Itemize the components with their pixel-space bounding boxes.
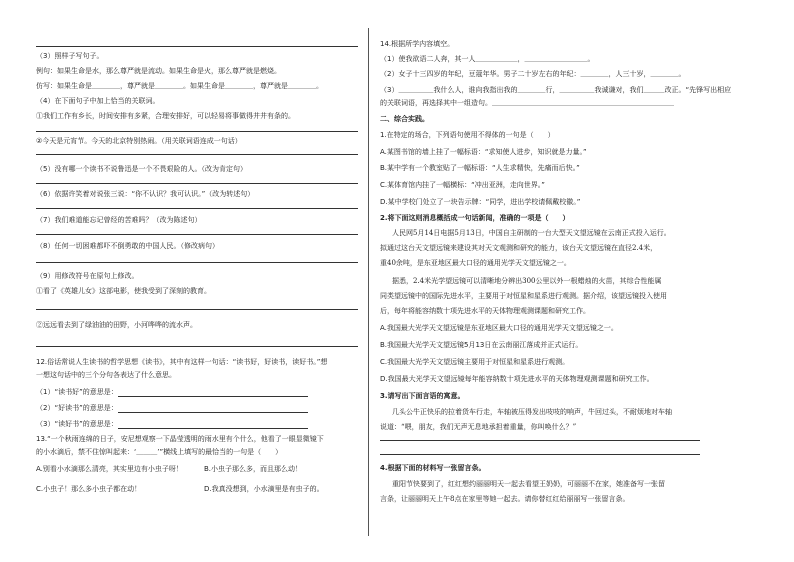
q12-line-1: 12.俗话常说人生读书的哲学思想《读书》，其中有这样一句话：“读书好，好读书，读好书。”想 xyxy=(36,358,328,366)
q12-blank-2[interactable] xyxy=(118,405,308,413)
q9-heading: （9）用修改符号在原句上修改。 xyxy=(36,272,139,280)
p2-passage-2: 拟通过这台天文望远镜来建设其对天文观测和研究的能力，该台天文望远镜在直径2.4米， xyxy=(380,244,658,252)
answer-line[interactable] xyxy=(36,208,358,209)
q5-text: （5）没有哪一个读书不说鲁迅是一个不畏艰险的人。（改为肯定句） xyxy=(36,165,247,173)
p2-passage-5: 同类望远镜中的国际先进水平，主要用于对恒星和星系进行观测。据介绍，该望远镜投入使用 xyxy=(380,292,667,300)
q3-example: 例句：如果生命是水，那么尊严就是流动。如果生命是火，那么尊严就是燃烧。 xyxy=(36,67,281,75)
q13-option-c[interactable]: C.小虫子！那么多小虫子都在动！ xyxy=(36,485,142,493)
answer-line[interactable] xyxy=(36,46,358,47)
q14-heading: 14.根据所学内容填空。 xyxy=(380,40,455,48)
p1-option-d[interactable]: D.某中学校门处立了一块告示牌：“同学，进出学校请佩戴校徽。” xyxy=(380,198,581,206)
q3-imitation[interactable]: 仿写：如果生命是＿＿＿＿，尊严就是＿＿＿＿。如果生命是＿＿＿＿，尊严就是＿＿＿＿。 xyxy=(36,82,323,90)
p1-heading: 1.在特定的场合，下列语句使用不得体的一句是（ ） xyxy=(380,131,555,139)
p2-heading: 2.将下面这则消息概括成一句话新闻，准确的一项是（ ） xyxy=(380,214,570,222)
q14-item-2[interactable]: （2）女子十三四岁的年纪，豆蔻年华。男子二十岁左右的年纪：＿＿＿＿，人三十岁，＿＿＿＿。 xyxy=(380,70,686,78)
q13-option-b[interactable]: B.小虫子那么多，而且那么动！ xyxy=(204,465,303,473)
q6-text: （6）依据许笑着对说张三说：“你不认识？我可认识。”（改为转述句） xyxy=(36,190,255,198)
p2-option-a[interactable]: A.我国最大光学天文望远镜是东亚地区最大口径的通用光学天文望远镜之一。 xyxy=(380,324,618,332)
q4-heading: （4）在下面句子中加上恰当的关联词。 xyxy=(36,97,160,105)
answer-line[interactable] xyxy=(380,454,700,455)
q9-sentence-2: ②远远看去到了绿油油的田野，小河哗哗的流水声。 xyxy=(36,321,197,329)
q13-option-a[interactable]: A.别看小水滴那么清亮，其实里边有小虫子呀！ xyxy=(36,465,183,473)
q12-answer-2-label: （2）“好读书”的意思是： xyxy=(36,404,118,412)
q12-answer-1 xyxy=(36,388,308,397)
p3-passage-1: 几头公牛正快乐的拉着货车行走，车轴被压得发出吱吱的响声，牛回过头，不耐烦地对车轴 xyxy=(392,408,672,416)
q12-answer-3-label: （3）“读好书”的意思是： xyxy=(36,420,118,428)
q7-text: （7）我们难道能忘记曾经的苦难吗？（改为陈述句） xyxy=(36,216,202,224)
q12-line-2: 一想这句话中的三个分句各表达了什么意思。 xyxy=(36,371,176,379)
answer-line[interactable] xyxy=(36,262,358,263)
q12-answer-3 xyxy=(36,420,308,429)
p2-passage-3: 重40余吨，是东亚地区最大口径的通用光学天文望远镜之一。 xyxy=(380,259,571,267)
answer-line[interactable] xyxy=(36,309,358,310)
q4-sentence-2: ②今天是元宵节。今天的北京特别热闹。（用关联词语连成一句话） xyxy=(36,137,242,145)
q12-answer-2 xyxy=(36,404,308,413)
column-divider xyxy=(368,28,369,536)
q14-item-1[interactable]: （1）使我欲语二人奔，其一人＿＿＿＿＿＿，＿＿＿＿＿＿＿＿＿。 xyxy=(380,55,595,63)
q12-blank-1[interactable] xyxy=(118,389,308,397)
answer-line[interactable] xyxy=(36,131,358,132)
p1-option-a[interactable]: A.某图书馆的墙上挂了一幅标语：“求知使人进步，知识就是力量。” xyxy=(380,148,587,156)
p2-passage-1: 人民网5月14日电据5月13日，中国自主研制的一台大型天文望远镜在云南正式投入运行。 xyxy=(392,229,671,237)
p2-option-d[interactable]: D.我国最大光学天文望远镜每年能容纳数十项先进水平的天体物理观测课题和研究工作。 xyxy=(380,375,654,383)
q14-item-3a[interactable]: （3）＿＿＿＿＿我什么人，谁向我指出我的＿＿＿＿行，＿＿＿＿＿我诚谦对，我们＿＿＿改正。“先锋写出相应 xyxy=(380,86,732,94)
q13-option-d[interactable]: D.我真没想到，小水滴里是有虫子的。 xyxy=(204,485,324,493)
q12-answer-1-label: （1）“读书好”的意思是： xyxy=(36,388,118,396)
p2-option-b[interactable]: B.我国最大光学天文望远镜5月13日在云南丽江落成并正式运行。 xyxy=(380,341,583,349)
answer-line[interactable] xyxy=(36,234,358,235)
p4-passage-1: 重阳节快要到了，红红想约丽丽明天一起去看望王奶奶，可丽丽不在家，她准备写一张留 xyxy=(392,480,665,488)
p3-passage-2: 说道：“喂，朋友，我们无声无息地承担着重量，你叫唤什么？” xyxy=(380,423,577,431)
p2-passage-6: 后，每年将能容纳数十项先进水平的天体物理观测课题和研究工作。 xyxy=(380,307,590,315)
q8-text: （8）任何一切困难都吓不倒勇敢的中国人民。（修改病句） xyxy=(36,242,219,250)
answer-line[interactable] xyxy=(380,440,700,441)
p1-option-c[interactable]: C.某体育馆内挂了一幅横标：“冲出亚洲，走向世界。” xyxy=(380,181,545,189)
q14-item-3b[interactable]: 的关联词语，再选择其中一组造句。＿＿＿＿＿＿＿＿＿＿＿＿＿＿＿＿＿＿＿＿＿＿＿＿＿＿ xyxy=(380,99,674,107)
p2-option-c[interactable]: C.我国最大光学天文望远镜主要用于对恒星和星系进行观测。 xyxy=(380,358,570,366)
p4-heading: 4.根据下面的材料写一张留言条。 xyxy=(380,464,486,472)
q4-sentence-1: ①我们工作有乡长，时间安排有多紧，合理安排好，可以轻易将事做得井井有条的。 xyxy=(36,112,295,120)
answer-line[interactable] xyxy=(36,183,358,184)
q9-sentence-1: ①看了《英雄儿女》这部电影，使我受到了深刻的教育。 xyxy=(36,287,211,295)
answer-line[interactable] xyxy=(36,346,358,347)
q3-heading: （3）照样子写句子。 xyxy=(36,52,104,60)
p4-passage-2: 言条，让丽丽明天上午8点在家里等她一起去。请你替红红给丽丽写一张留言条。 xyxy=(380,495,630,503)
answer-line[interactable] xyxy=(36,154,358,155)
section-2-title: 二、综合实践。 xyxy=(380,115,429,123)
q13-line-2: 的小水滴后，禁不住惊叫起来：‘＿＿＿’”横线上填写的最恰当的一句是（ ） xyxy=(36,448,283,456)
p2-passage-4: 据悉，2.4米光学望远镜可以清晰地分辨出300公里以外一根蜡烛的火苗，其综合性能属 xyxy=(392,277,662,285)
p1-option-b[interactable]: B.某中学有一个教室贴了一幅标语：“人生求精快，先痛而后快。” xyxy=(380,164,580,172)
q13-line-1: 13.“一个秋雨连绵的日子，安尼想观察一下晶莹透明的雨水里有个什么，他看了一眼显微镜下 xyxy=(36,435,324,443)
q12-blank-3[interactable] xyxy=(118,421,308,429)
p3-heading: 3.请写出下面言语的寓意。 xyxy=(380,392,465,400)
